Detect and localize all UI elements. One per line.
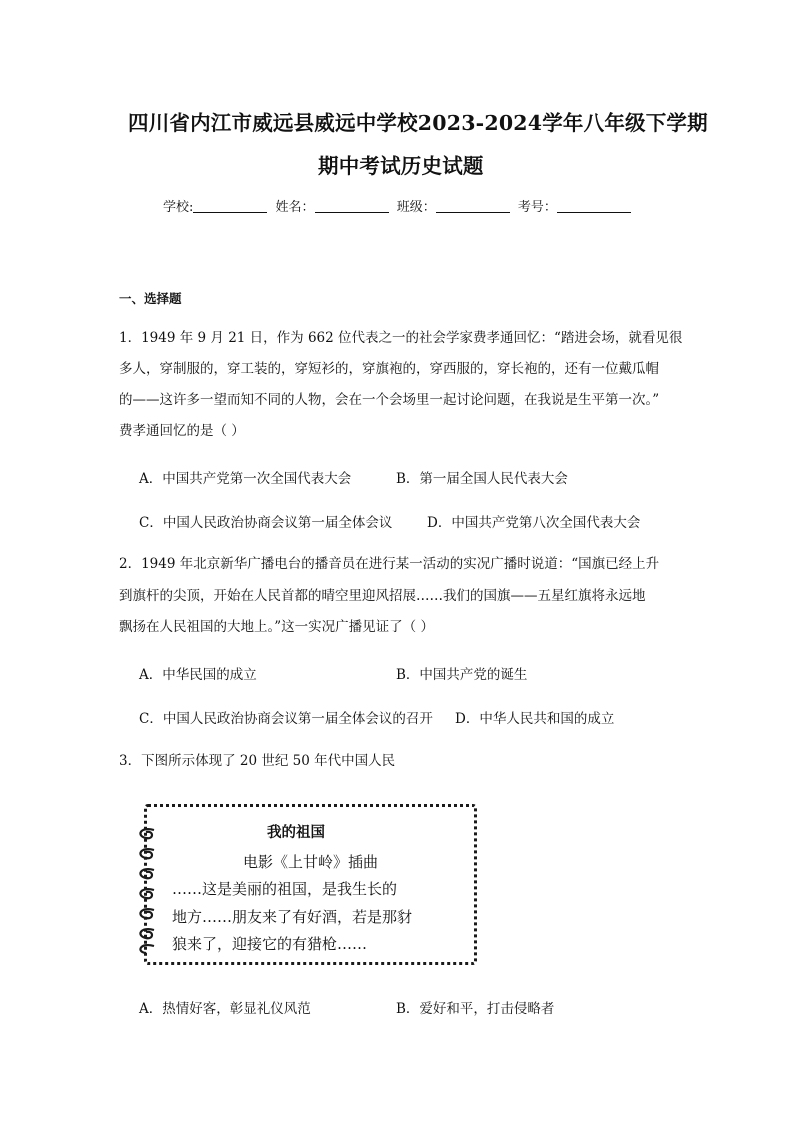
- school-label: 学校:: [163, 200, 194, 215]
- exam-number-blank[interactable]: [557, 200, 631, 213]
- question-3-option-a[interactable]: A．热情好客，彰显礼仪风范: [139, 1001, 311, 1017]
- question-1-line-2: 多人，穿制服的，穿工装的，穿短衫的，穿旗袍的，穿西服的，穿长袍的，还有一位戴瓜帽: [119, 361, 659, 377]
- student-info-line: [163, 196, 635, 215]
- figure-title: 我的祖国: [267, 824, 325, 841]
- exam-number-label: 考号：: [517, 200, 557, 215]
- class-label: 班级：: [396, 200, 436, 215]
- question-2-option-a[interactable]: A．中华民国的成立: [139, 667, 257, 683]
- question-1-line-1: 1．1949 年 9 月 21 日，作为 662 位代表之一的社会学家费孝通回忆：“踏进会场，就看见很: [119, 330, 683, 346]
- name-blank[interactable]: [315, 200, 389, 213]
- question-2-option-b[interactable]: B．中国共产党的诞生: [396, 667, 528, 683]
- question-1-line-4: 费孝通回忆的是（ ）: [119, 423, 245, 439]
- question-2-option-c[interactable]: C．中国人民政治协商会议第一届全体会议的召开: [139, 711, 433, 727]
- class-blank[interactable]: [436, 200, 510, 213]
- question-2-option-d[interactable]: D．中华人民共和国的成立: [455, 711, 615, 727]
- question-1-option-d[interactable]: D．中国共产党第八次全国代表大会: [427, 515, 641, 531]
- question-3-option-b[interactable]: B．爱好和平，打击侵略者: [396, 1001, 555, 1017]
- question-2-line-1: 2．1949 年北京新华广播电台的播音员在进行某一活动的实况广播时说道：“国旗已经上升: [119, 556, 660, 572]
- page-subtitle: 期中考试历史试题: [318, 154, 484, 178]
- question-2-line-2: 到旗杆的尖顶，开始在人民首都的晴空里迎风招展……我们的国旗——五星红旗将永远地: [119, 588, 646, 604]
- question-1-option-a[interactable]: A．中国共产党第一次全国代表大会: [139, 471, 352, 487]
- spiral-binding-icon: [134, 824, 162, 954]
- question-1-line-3: 的——这许多一望而知不同的人物，会在一个会场里一起讨论问题，在我说是生平第一次。”: [119, 392, 660, 408]
- section-title: 一、选择题: [119, 291, 182, 306]
- question-2-line-3: 飘扬在人民祖国的大地上。”这一实况广播见证了（ ）: [119, 619, 434, 635]
- question-3-line-1: 3．下图所示体现了 20 世纪 50 年代中国人民: [119, 753, 396, 769]
- figure-subtitle: 电影《上甘岭》插曲: [243, 853, 379, 871]
- question-1-option-c[interactable]: C．中国人民政治协商会议第一届全体会议: [139, 515, 393, 531]
- figure-lyrics-line-3: 狼来了，迎接它的有猎枪……: [172, 935, 368, 953]
- figure-lyrics-line-1: ……这是美丽的祖国，是我生长的: [172, 880, 398, 898]
- question-1-option-b[interactable]: B．第一届全国人民代表大会: [396, 471, 568, 487]
- figure-lyrics-line-2: 地方……朋友来了有好酒，若是那豺: [172, 908, 413, 926]
- name-label: 姓名：: [275, 200, 315, 215]
- school-blank[interactable]: [193, 200, 267, 213]
- page-title: 四川省内江市威远县威远中学校2023-2024学年八年级下学期: [128, 111, 708, 135]
